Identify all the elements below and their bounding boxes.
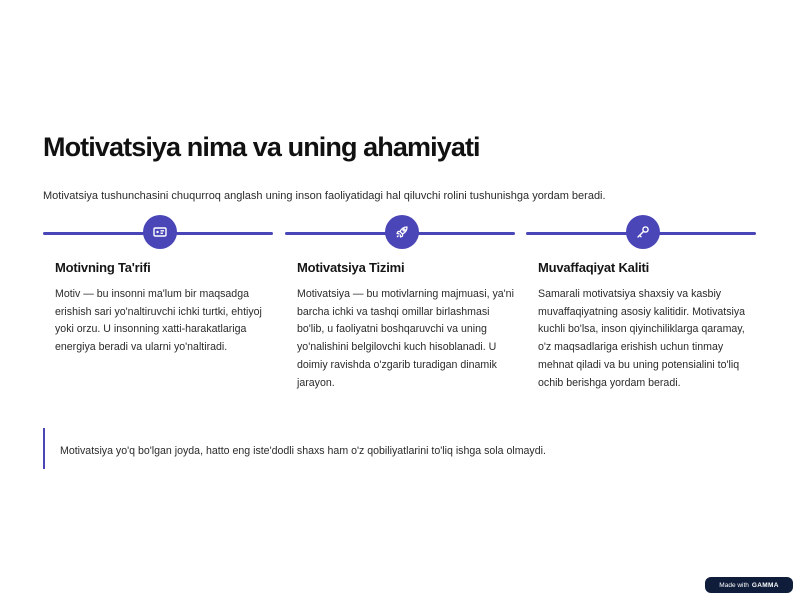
page-subtitle: Motivatsiya tushunchasini chuqurroq anglash uning inson faoliyatidagi hal qiluvchi rolini tushunishga yordam beradi. [43, 190, 606, 202]
made-with-label: Made with [719, 581, 749, 589]
made-with-gamma-badge[interactable] [705, 577, 793, 593]
key-icon [626, 215, 660, 249]
gamma-logo: GAMMA [751, 581, 779, 589]
card-heading: Motivatsiya Tizimi [297, 260, 405, 275]
quote-block [43, 428, 765, 469]
card-heading: Muvaffaqiyat Kaliti [538, 260, 650, 275]
page-title: Motivatsiya nima va uning ahamiyati [43, 132, 480, 162]
card-body: Samarali motivatsiya shaxsiy va kasbiy muvaffaqiyatning asosiy kalitidir. Motivatsiya kuchli bo'lsa, inson qiyinchiliklarga qaramay, o'z maqsadlariga erishish uchun tinmay mehnat qiladi va bu uning potensialini to'liq ochib berishga yordam beradi. [538, 288, 746, 389]
card-heading: Motivning Ta'rifi [55, 260, 151, 275]
id-card-icon [143, 215, 177, 249]
quote-text: Motivatsiya yo'q bo'lgan joyda, hatto eng iste'dodli shaxs ham o'z qobiliyatlarini to'liq ishga sola olmaydi. [60, 445, 546, 457]
rocket-icon [385, 215, 419, 249]
card-body: Motiv — bu insonni ma'lum bir maqsadga erishish sari yo'naltiruvchi ichki turtki, ehtiyoj yoki orzu. U insonning xatti-harakatlariga energiya beradi va ularni yo'naltiradi. [55, 288, 262, 354]
card-body: Motivatsiya — bu motivlarning majmuasi, ya'ni barcha ichki va tashqi omillar birlashmasi bo'lib, u faoliyatni boshqaruvchi va uning yo'nalishini belgilovchi kuch hisoblanadi. U doimiy ravishda o'zgarib turadigan dinamik jarayon. [297, 288, 514, 389]
